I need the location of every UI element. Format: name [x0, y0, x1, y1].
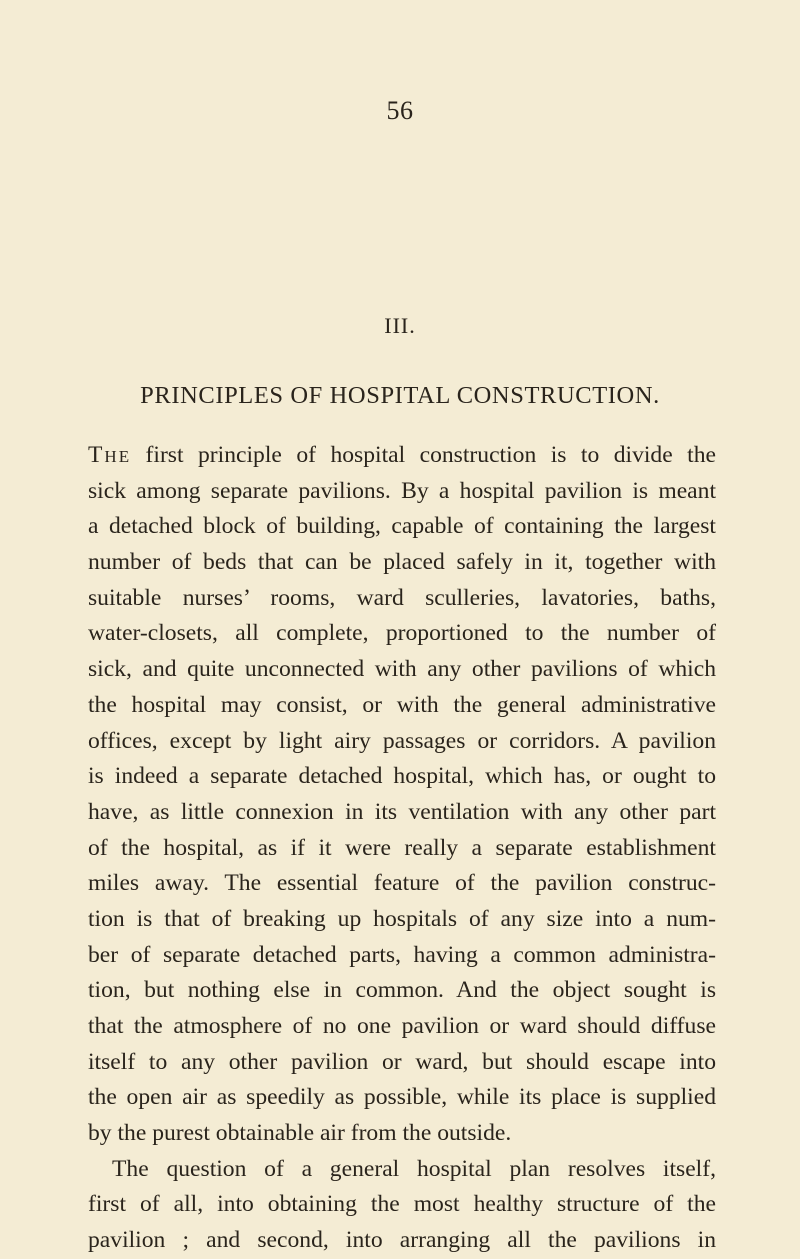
- page-number: 56: [386, 96, 414, 125]
- text-line: is indeed a separate detached hospital, which has, or ought to: [88, 763, 716, 790]
- text-line: [88, 438, 716, 474]
- text-line-content: first principle of hospital construction is to divide the: [131, 442, 716, 468]
- text-line: by the purest obtainable air from the outside.: [88, 1120, 512, 1147]
- text-line: miles away. The essential feature of the pavilion construc-: [88, 870, 716, 897]
- chapter-title: PRINCIPLES OF HOSPITAL CONSTRUCTION.: [140, 382, 660, 409]
- text-line: first of all, into obtaining the most healthy structure of the: [88, 1191, 716, 1218]
- text-line: number of beds that can be placed safely in it, together with: [88, 549, 716, 576]
- text-line: water-closets, all complete, proportioned to the number of: [88, 620, 716, 647]
- body-text: [88, 438, 716, 1259]
- text-line: itself to any other pavilion or ward, but should escape into: [88, 1048, 716, 1075]
- text-line: tion, but nothing else in common. And the object sought is: [88, 977, 716, 1004]
- text-line: sick, and quite unconnected with any other pavilions of which: [88, 656, 716, 683]
- text-line: the open air as speedily as possible, while its place is supplied: [88, 1084, 716, 1111]
- text-line: offices, except by light airy passages or corridors. A pavilion: [88, 727, 716, 754]
- text-line: The question of a general hospital plan resolves itself,: [112, 1155, 716, 1182]
- text-line: of the hospital, as if it were really a separate establishment: [88, 834, 716, 861]
- text-line: the hospital may consist, or with the general administrative: [88, 691, 716, 718]
- chapter-number: III.: [384, 313, 416, 338]
- text-line: tion is that of breaking up hospitals of any size into a num-: [88, 905, 716, 932]
- text-line: suitable nurses’ rooms, ward sculleries, lavatories, baths,: [88, 584, 716, 611]
- text-line: a detached block of building, capable of containing the largest: [88, 513, 716, 540]
- text-line: have, as little connexion in its ventilation with any other part: [88, 798, 716, 825]
- text-line: ber of separate detached parts, having a common administra-: [88, 941, 716, 968]
- opening-word: The: [88, 442, 132, 468]
- text-line: that the atmosphere of no one pavilion or ward should diffuse: [88, 1013, 716, 1039]
- text-line: pavilion ; and second, into arranging all the pavilions in: [88, 1227, 716, 1254]
- text-line: sick among separate pavilions. By a hospital pavilion is meant: [88, 477, 716, 504]
